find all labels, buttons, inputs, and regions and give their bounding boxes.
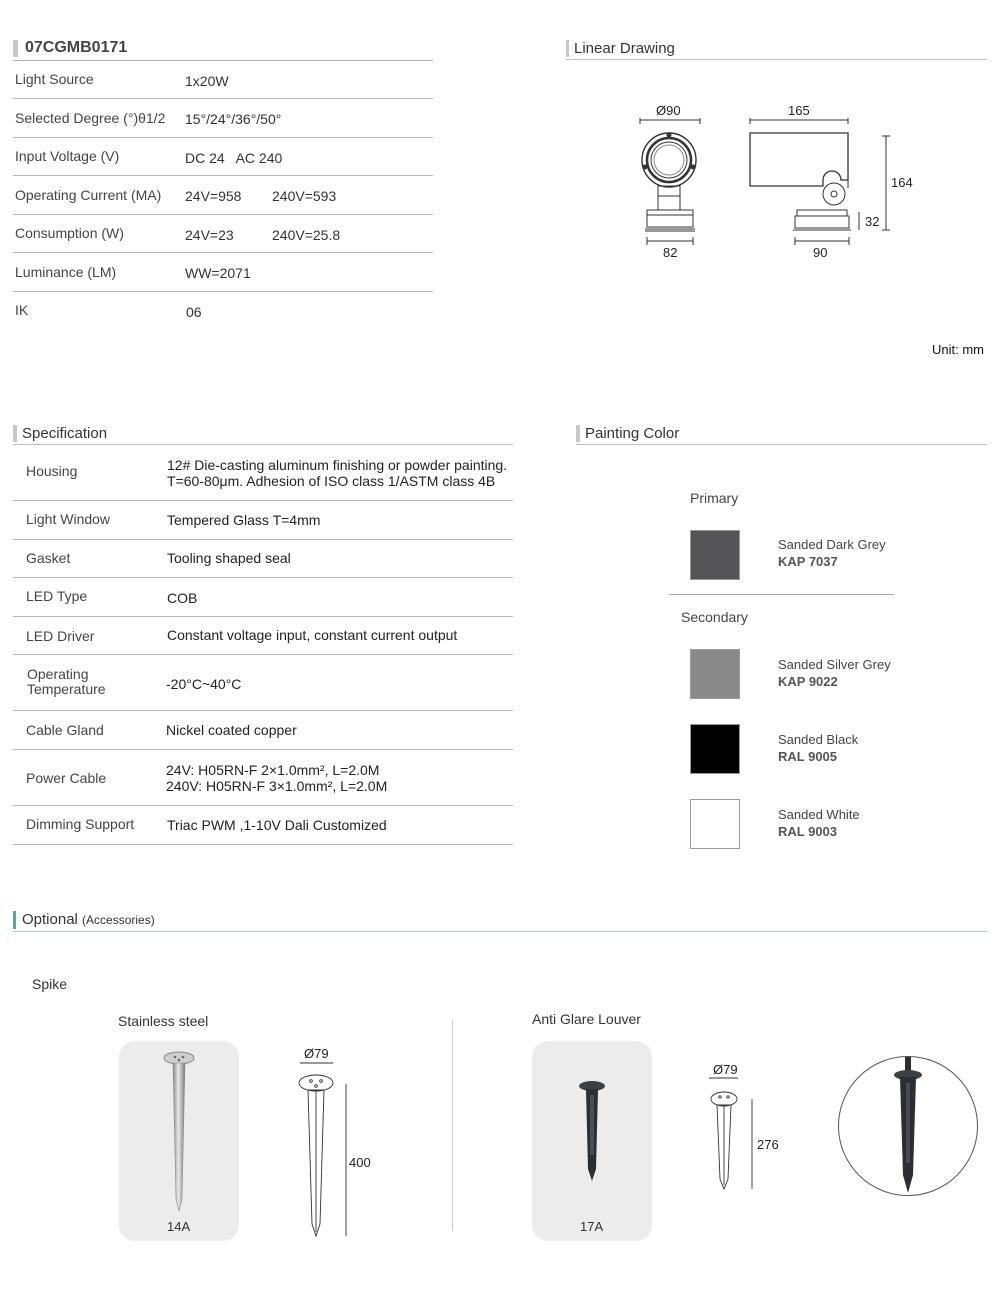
spec-value-power-cable-240v: 240V: H05RN-F 3×1.0mm², L=2.0M (166, 778, 388, 794)
painting-color-title: Painting Color (576, 425, 679, 442)
optional-subtitle: (Accessories) (82, 913, 155, 927)
info-value-consumption-24v: 24V=23 (185, 227, 234, 243)
color-name: Sanded Black (778, 732, 859, 747)
stainless-spike-card (119, 1041, 239, 1241)
spec-divider (13, 805, 513, 806)
color-dark-grey (778, 536, 886, 570)
optional-title-bar (13, 911, 155, 929)
spec-divider (13, 616, 513, 617)
info-label-degree: Selected Degree (°)θ1/2 (15, 110, 166, 126)
spec-divider (13, 577, 513, 578)
color-name: Sanded White (778, 807, 860, 822)
spec-value-led-driver: Constant voltage input, constant current output (167, 627, 458, 643)
spec-value-cable-gland: Nickel coated copper (166, 722, 297, 738)
info-value-consumption-240v: 240V=25.8 (272, 227, 341, 243)
info-value-current-24v: 24V=958 (185, 188, 242, 204)
color-code: KAP 9022 (778, 674, 838, 689)
color-code: KAP 7037 (778, 554, 838, 569)
color-name: Sanded Dark Grey (778, 537, 886, 552)
info-label-luminance: Luminance (LM) (15, 264, 117, 280)
swatch-black (690, 724, 740, 774)
spec-label-temperature: Temperature (27, 681, 106, 697)
color-black (778, 731, 858, 765)
antiglare-length-label: 276 (757, 1137, 779, 1152)
primary-label: Primary (690, 490, 739, 506)
optional-title: Optional (22, 911, 78, 928)
spec-label-light-window: Light Window (26, 511, 111, 527)
spike-label: Spike (32, 976, 68, 992)
color-code: RAL 9005 (778, 749, 838, 764)
info-value-ik: 06 (186, 304, 202, 320)
info-label-consumption: Consumption (W) (15, 225, 124, 241)
spec-value-temperature: -20°C~40°C (166, 676, 242, 692)
specification-title: Specification (13, 425, 107, 442)
unit-label: Unit: mm (932, 342, 984, 357)
swatch-dark-grey (690, 530, 740, 580)
accessory-divider (452, 1020, 453, 1231)
side-base-height-label: 32 (865, 214, 880, 229)
product-code-bar (13, 39, 433, 61)
antiglare-spike-image (576, 1079, 608, 1185)
spec-divider (13, 654, 513, 655)
info-value-luminance: WW=2071 (185, 265, 251, 281)
optional-rule (13, 931, 987, 932)
linear-drawing-rule (566, 59, 987, 60)
spec-divider (13, 500, 513, 501)
side-height-label: 164 (891, 175, 913, 190)
antiglare-detail-image (886, 1057, 930, 1195)
spec-label-power-cable: Power Cable (26, 770, 107, 786)
spec-value-housing-line2: T=60-80μm. Adhesion of ISO class 1/ASTM class 4B (167, 473, 496, 489)
spec-value-light-window: Tempered Glass T=4mm (167, 512, 321, 528)
info-label-voltage: Input Voltage (V) (15, 148, 120, 164)
antiglare-detail-circle (838, 1056, 978, 1196)
antiglare-diameter-label: Ø79 (713, 1062, 738, 1077)
spec-divider (13, 844, 513, 845)
spec-value-gasket: Tooling shaped seal (167, 550, 291, 566)
front-base-width-label: 82 (663, 245, 678, 260)
info-value-voltage: DC 24 AC 240 (185, 150, 283, 166)
product-code-marker (13, 40, 18, 57)
spec-value-power-cable-24v: 24V: H05RN-F 2×1.0mm², L=2.0M (166, 762, 380, 778)
linear-drawing-title: Linear Drawing (566, 40, 675, 57)
front-diameter-label: Ø90 (656, 103, 681, 118)
stainless-spike-image (159, 1049, 199, 1214)
info-value-degree: 15°/24°/36°/50° (185, 111, 282, 127)
front-view-drawing (630, 118, 710, 246)
spec-label-led-type: LED Type (26, 588, 88, 604)
swatch-white (690, 799, 740, 849)
info-divider (13, 137, 433, 138)
painting-color-rule (576, 444, 987, 445)
info-divider (13, 214, 433, 215)
antiglare-spike-drawing (706, 1077, 758, 1193)
color-name: Sanded Silver Grey (778, 657, 891, 672)
info-divider (13, 98, 433, 99)
specification-rule (13, 444, 513, 445)
spec-label-housing: Housing (26, 463, 78, 479)
antiglare-code: 17A (580, 1219, 604, 1234)
spec-value-led-type: COB (167, 590, 198, 606)
primary-divider (669, 594, 894, 595)
spec-divider (13, 710, 513, 711)
spec-label-led-driver: LED Driver (26, 628, 95, 644)
info-divider (13, 291, 433, 292)
stainless-spike-drawing (295, 1062, 355, 1240)
color-silver-grey (778, 656, 891, 690)
spec-label-gasket: Gasket (26, 550, 71, 566)
stainless-length-label: 400 (349, 1155, 371, 1170)
info-divider (13, 252, 433, 253)
spec-value-dimming: Triac PWM ,1-10V Dali Customized (167, 817, 387, 833)
spec-label-operating: Operating (27, 666, 89, 682)
side-base-width-label: 90 (813, 245, 828, 260)
spec-divider (13, 539, 513, 540)
info-value-current-240v: 240V=593 (272, 188, 337, 204)
antiglare-title: Anti Glare Louver (532, 1011, 641, 1027)
info-label-ik: IK (15, 302, 29, 318)
swatch-silver-grey (690, 649, 740, 699)
spec-label-cable-gland: Cable Gland (26, 722, 104, 738)
product-code: 07CGMB0171 (25, 39, 128, 56)
info-label-light-source: Light Source (15, 71, 94, 87)
side-length-label: 165 (788, 103, 810, 118)
info-label-current: Operating Current (MA) (15, 187, 162, 203)
color-white (778, 806, 860, 840)
info-value-light-source: 1x20W (185, 73, 229, 89)
stainless-diameter-label: Ø79 (304, 1046, 329, 1061)
antiglare-spike-card (532, 1041, 652, 1241)
spec-divider (13, 749, 513, 750)
stainless-code: 14A (167, 1219, 191, 1234)
info-divider (13, 175, 433, 176)
spec-value-housing-line1: 12# Die-casting aluminum finishing or powder painting. (167, 457, 508, 473)
secondary-label: Secondary (681, 609, 748, 625)
color-code: RAL 9003 (778, 824, 838, 839)
stainless-title: Stainless steel (118, 1013, 209, 1029)
spec-label-dimming: Dimming Support (26, 816, 135, 832)
